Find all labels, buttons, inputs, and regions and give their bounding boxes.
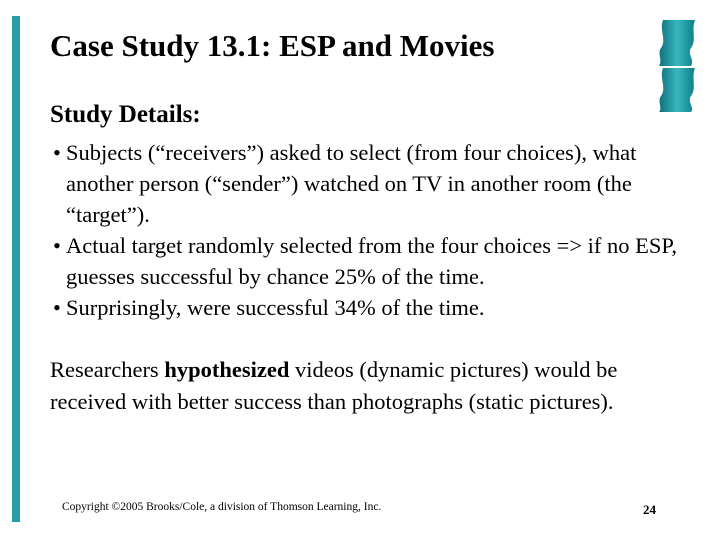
paragraph-text-before: Researchers bbox=[50, 357, 165, 382]
bullet-list bbox=[50, 137, 690, 323]
teal-ribbon-icon bbox=[657, 18, 697, 114]
left-accent-bar bbox=[12, 16, 20, 522]
bullet-item bbox=[50, 230, 690, 292]
paragraph-emphasis: hypothesized bbox=[164, 357, 290, 382]
bullet-text: Surprisingly, were successful 34% of the time. bbox=[66, 295, 485, 320]
bullet-marker: • bbox=[53, 140, 61, 165]
paragraph-text-after: videos (dynamic pictures) would be received with better success than photographs (static pictures). bbox=[50, 357, 618, 414]
hypothesis-paragraph bbox=[50, 354, 670, 418]
slide-title: Case Study 13.1: ESP and Movies bbox=[50, 28, 495, 63]
copyright-notice: Copyright ©2005 Brooks/Cole, a division of Thomson Learning, Inc. bbox=[62, 501, 382, 513]
page-number: 24 bbox=[643, 502, 656, 517]
bullet-item bbox=[50, 292, 690, 323]
bullet-marker: • bbox=[53, 295, 61, 320]
bullet-text: Subjects (“receivers”) asked to select (from four choices), what another person (“sender”) watched on TV in another room (the “target”). bbox=[66, 140, 637, 227]
bullet-text: Actual target randomly selected from the four choices => if no ESP, guesses successful by chance 25% of the time. bbox=[66, 233, 678, 289]
section-subheading: Study Details: bbox=[50, 101, 201, 128]
bullet-marker: • bbox=[53, 233, 61, 258]
bullet-item bbox=[50, 137, 690, 230]
